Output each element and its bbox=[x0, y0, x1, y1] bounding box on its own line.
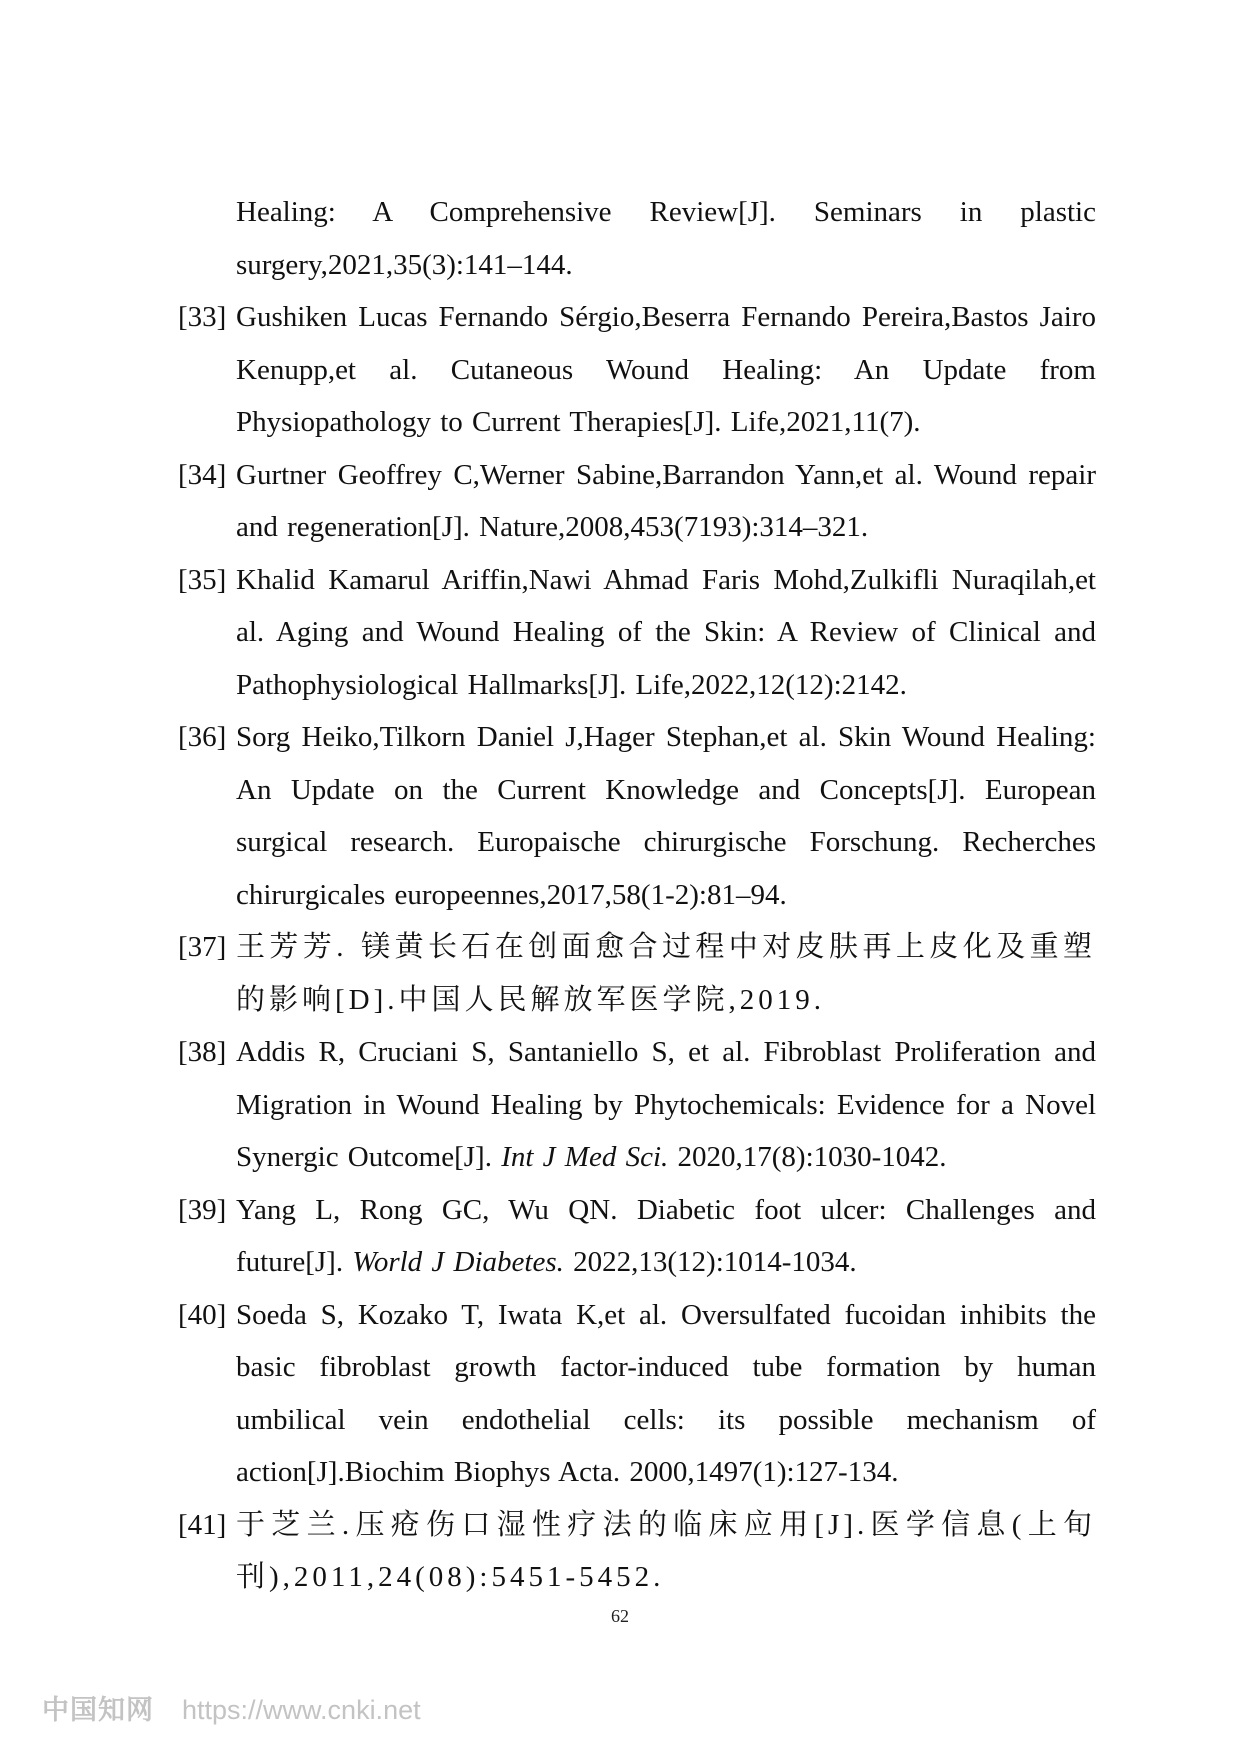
reference-item bbox=[178, 1499, 1096, 1604]
reference-text: Khalid Kamarul Ariffin,Nawi Ahmad Faris Mohd,Zulkifli Nuraqilah,et al. Aging and Wound Healing of the Skin: A Review of Clinical and Pathophysiological Hallmarks[J]. Life,2022,12(12):2142. bbox=[236, 563, 1096, 701]
reference-item bbox=[178, 186, 1096, 291]
reference-item bbox=[178, 449, 1096, 554]
reference-citation: 2020,17(8):1030-1042. bbox=[668, 1141, 947, 1173]
reference-text: 于芝兰.压疮伤口湿性疗法的临床应用[J].医学信息(上旬刊),2011,24(08):5451-5452. bbox=[236, 1508, 1096, 1593]
reference-item bbox=[178, 1184, 1096, 1289]
watermark-url: https://www.cnki.net bbox=[182, 1695, 421, 1725]
cnki-watermark bbox=[42, 1688, 421, 1727]
reference-number: [38] bbox=[178, 1036, 227, 1068]
reference-item bbox=[178, 1026, 1096, 1184]
watermark-brand: 中国知网 bbox=[42, 1695, 154, 1725]
reference-item bbox=[178, 711, 1096, 921]
reference-item bbox=[178, 921, 1096, 1026]
reference-text: Healing: A Comprehensive Review[J]. Seminars in plastic surgery,2021,35(3):141–144. bbox=[236, 196, 1096, 281]
reference-number: [36] bbox=[178, 721, 227, 753]
reference-number: [34] bbox=[178, 458, 227, 491]
reference-number: [40] bbox=[178, 1298, 227, 1331]
page-number: 62 bbox=[611, 1606, 629, 1626]
reference-list bbox=[178, 186, 1096, 1604]
reference-item bbox=[178, 1289, 1096, 1499]
reference-text: Addis R, Cruciani S, Santaniello S, et al. Fibroblast Proliferation and Migration in Wound Healing by Phytochemicals: Evidence for a Novel Synergic Outcome[J]. bbox=[236, 1036, 1096, 1173]
reference-citation: 2022,13(12):1014-1034. bbox=[563, 1246, 857, 1278]
reference-journal: World J Diabetes. bbox=[352, 1246, 564, 1278]
reference-number: [39] bbox=[178, 1193, 227, 1226]
reference-journal: Int J Med Sci. bbox=[501, 1141, 669, 1173]
reference-text: 王芳芳. 镁黄长石在创面愈合过程中对皮肤再上皮化及重塑的影响[D].中国人民解放军医学院,2019. bbox=[236, 931, 1096, 1016]
reference-text: Gushiken Lucas Fernando Sérgio,Beserra Fernando Pereira,Bastos Jairo Kenupp,et al. Cutaneous Wound Healing: An Update from Physiopathology to Current Therapies[J]. Life,2021,11(7). bbox=[236, 301, 1096, 438]
reference-number: [41] bbox=[178, 1508, 227, 1541]
reference-text: Yang L, Rong GC, Wu QN. Diabetic foot ulcer: Challenges and future[J]. bbox=[236, 1193, 1096, 1278]
reference-number: [33] bbox=[178, 301, 227, 333]
reference-number: [37] bbox=[178, 931, 227, 963]
reference-item bbox=[178, 291, 1096, 449]
reference-item bbox=[178, 554, 1096, 712]
reference-number: [35] bbox=[178, 563, 227, 596]
reference-text: Gurtner Geoffrey C,Werner Sabine,Barrandon Yann,et al. Wound repair and regeneration[J]. Nature,2008,453(7193):314–321. bbox=[236, 458, 1096, 543]
reference-text: Sorg Heiko,Tilkorn Daniel J,Hager Stephan,et al. Skin Wound Healing: An Update on the Current Knowledge and Concepts[J]. European surgical research. Europaische chirurgische Forschung. Recherches chirurgicales europeennes,2017,58(1-2):81–94. bbox=[236, 721, 1096, 911]
reference-text: Soeda S, Kozako T, Iwata K,et al. Oversulfated fucoidan inhibits the basic fibroblast growth factor-induced tube formation by human umbilical vein endothelial cells: its possible mechanism of action[J].Biochim Biophys Acta. 2000,1497(1):127-134. bbox=[236, 1298, 1096, 1488]
